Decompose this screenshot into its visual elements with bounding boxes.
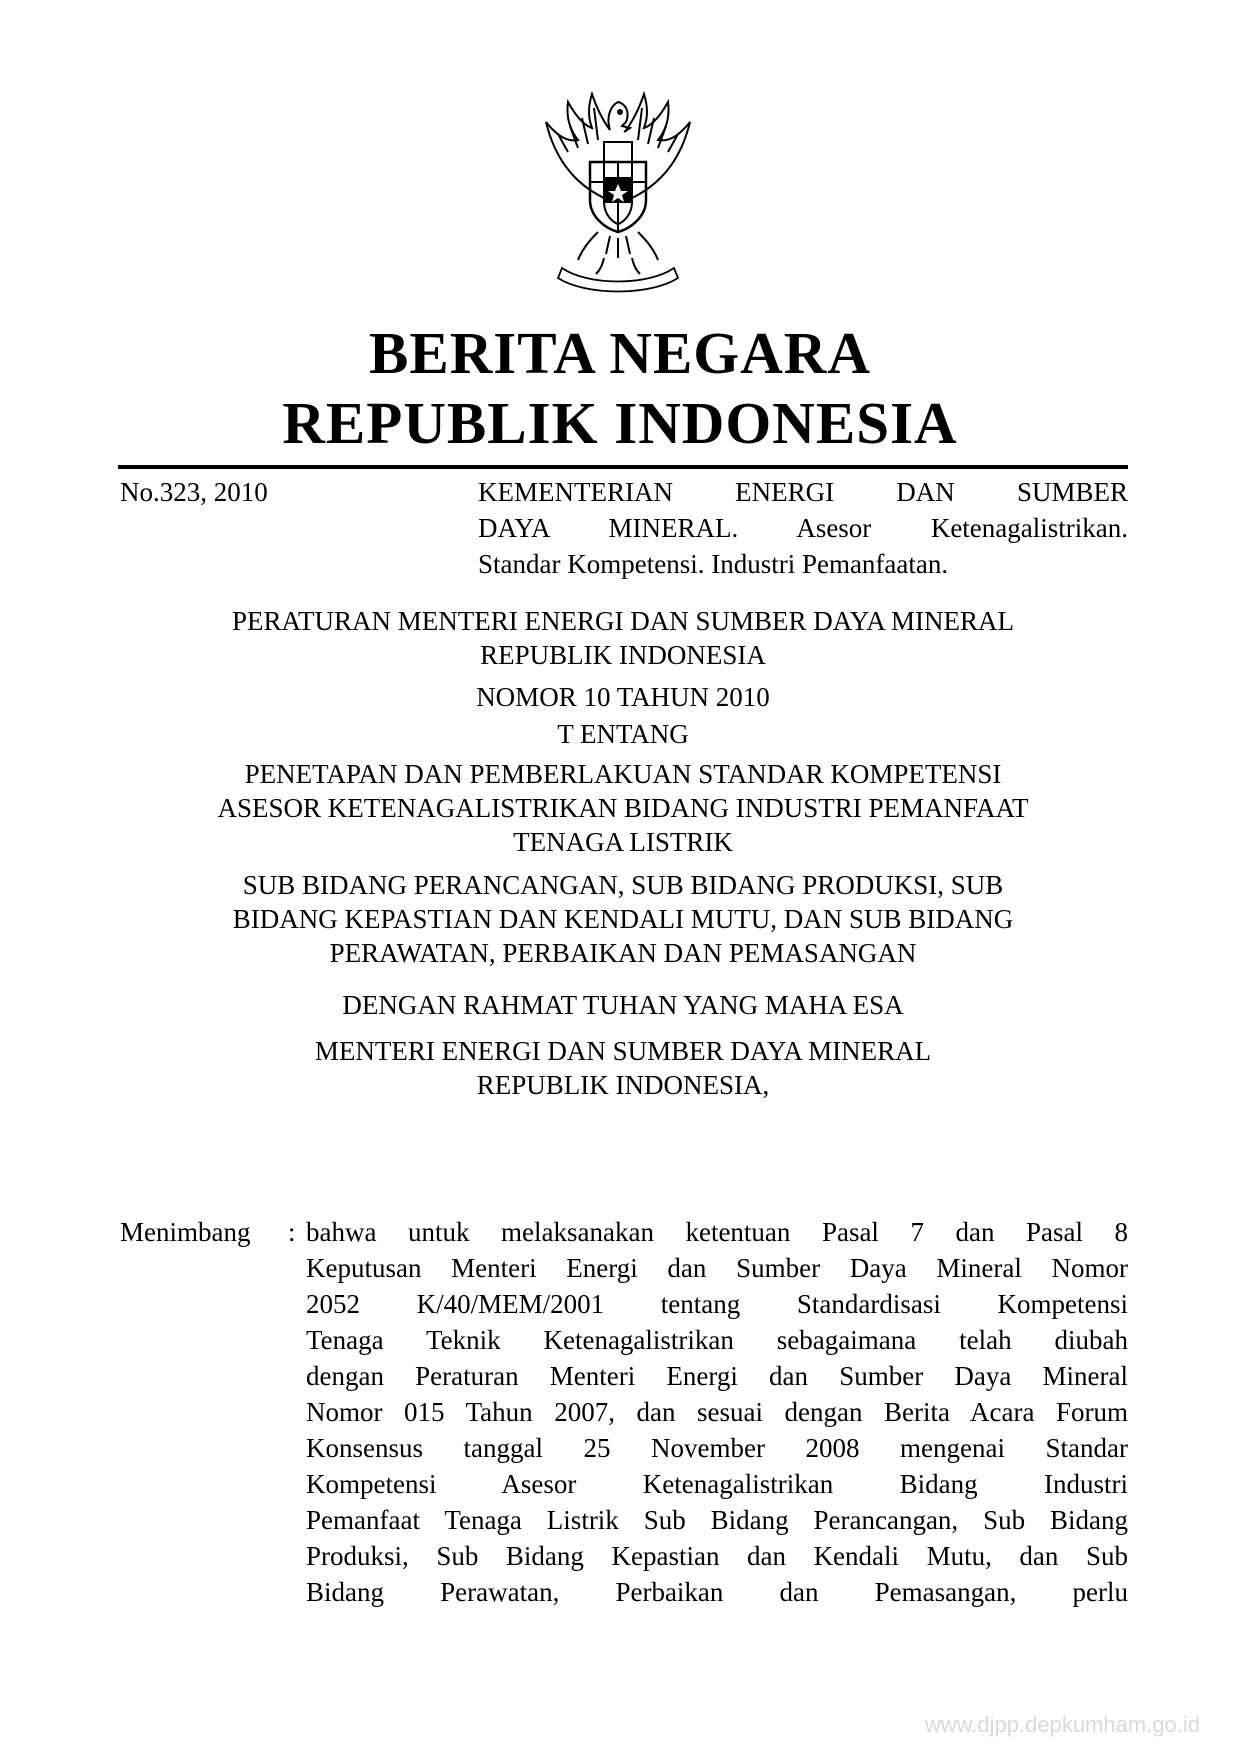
title-line: PENETAPAN DAN PEMBERLAKUAN STANDAR KOMPETENSI: [244, 759, 1002, 789]
considering-line: Kompetensi Asesor Ketenagalistrikan Bidang Industri: [306, 1469, 1128, 1499]
title-line: ASESOR KETENAGALISTRIKAN BIDANG INDUSTRI PEMANFAAT: [217, 793, 1029, 823]
summary-line: DAYA MINERAL. Asesor Ketenagalistrikan.: [478, 513, 1128, 543]
gazette-number: No.323, 2010: [120, 477, 268, 507]
minister-title: [118, 1034, 1128, 1102]
considering-line: bahwa untuk melaksanakan ketentuan Pasal 7 dan Pasal 8: [306, 1217, 1128, 1247]
regulation-issuer: [118, 604, 1128, 672]
masthead-line-1: BERITA NEGARA: [368, 320, 872, 386]
considering-line: Produksi, Sub Bidang Kepastian dan Kendali Mutu, dan Sub: [306, 1541, 1128, 1571]
summary-line: KEMENTERIAN ENERGI DAN SUMBER: [478, 477, 1128, 507]
considering-colon: :: [288, 1217, 296, 1247]
considering-text: [306, 1214, 1128, 1610]
regulation-title: [118, 757, 1128, 859]
garuda-pancasila-emblem-icon: [518, 82, 718, 302]
considering-line: Konsensus tanggal 25 November 2008 mengenai Standar: [306, 1433, 1128, 1463]
issuer-line: REPUBLIK INDONESIA: [480, 640, 766, 670]
considering-line: dengan Peraturan Menteri Energi dan Sumber Daya Mineral: [306, 1361, 1128, 1391]
source-watermark: www.djpp.depkumham.go.id: [924, 1712, 1200, 1737]
considering-line: 2052 K/40/MEM/2001 tentang Standardisasi Kompetensi: [306, 1289, 1128, 1319]
subtitle-line: BIDANG KEPASTIAN DAN KENDALI MUTU, DAN SUB BIDANG: [232, 904, 1014, 934]
minister-line: REPUBLIK INDONESIA,: [476, 1070, 770, 1100]
regulation-about: T ENTANG: [557, 719, 689, 749]
summary-line: Standar Kompetensi. Industri Pemanfaatan.: [478, 549, 949, 579]
issuer-line: PERATURAN MENTERI ENERGI DAN SUMBER DAYA MINERAL: [231, 606, 1015, 636]
grace-statement: DENGAN RAHMAT TUHAN YANG MAHA ESA: [342, 990, 904, 1020]
title-line: TENAGA LISTRIK: [513, 827, 733, 857]
subtitle-line: SUB BIDANG PERANCANGAN, SUB BIDANG PRODUKSI, SUB: [242, 870, 1004, 900]
considering-line: Bidang Perawatan, Perbaikan dan Pemasangan, perlu: [306, 1577, 1128, 1607]
regulation-number: NOMOR 10 TAHUN 2010: [476, 682, 770, 712]
minister-line: MENTERI ENERGI DAN SUMBER DAYA MINERAL: [314, 1036, 932, 1066]
considering-line: Tenaga Teknik Ketenagalistrikan sebagaimana telah diubah: [306, 1325, 1128, 1355]
considering-line: Nomor 015 Tahun 2007, dan sesuai dengan Berita Acara Forum: [306, 1397, 1128, 1427]
regulation-subtitle: [118, 868, 1128, 970]
subtitle-line: PERAWATAN, PERBAIKAN DAN PEMASANGAN: [329, 938, 917, 968]
gazette-summary: [478, 474, 1128, 582]
considering-line: Pemanfaat Tenaga Listrik Sub Bidang Perancangan, Sub Bidang: [306, 1505, 1128, 1535]
header-rule: [118, 465, 1128, 469]
masthead-title: [0, 318, 1240, 458]
considering-label: Menimbang: [120, 1217, 251, 1247]
considering-line: Keputusan Menteri Energi dan Sumber Daya Mineral Nomor: [306, 1253, 1128, 1283]
masthead-line-2: REPUBLIK INDONESIA: [282, 390, 958, 456]
